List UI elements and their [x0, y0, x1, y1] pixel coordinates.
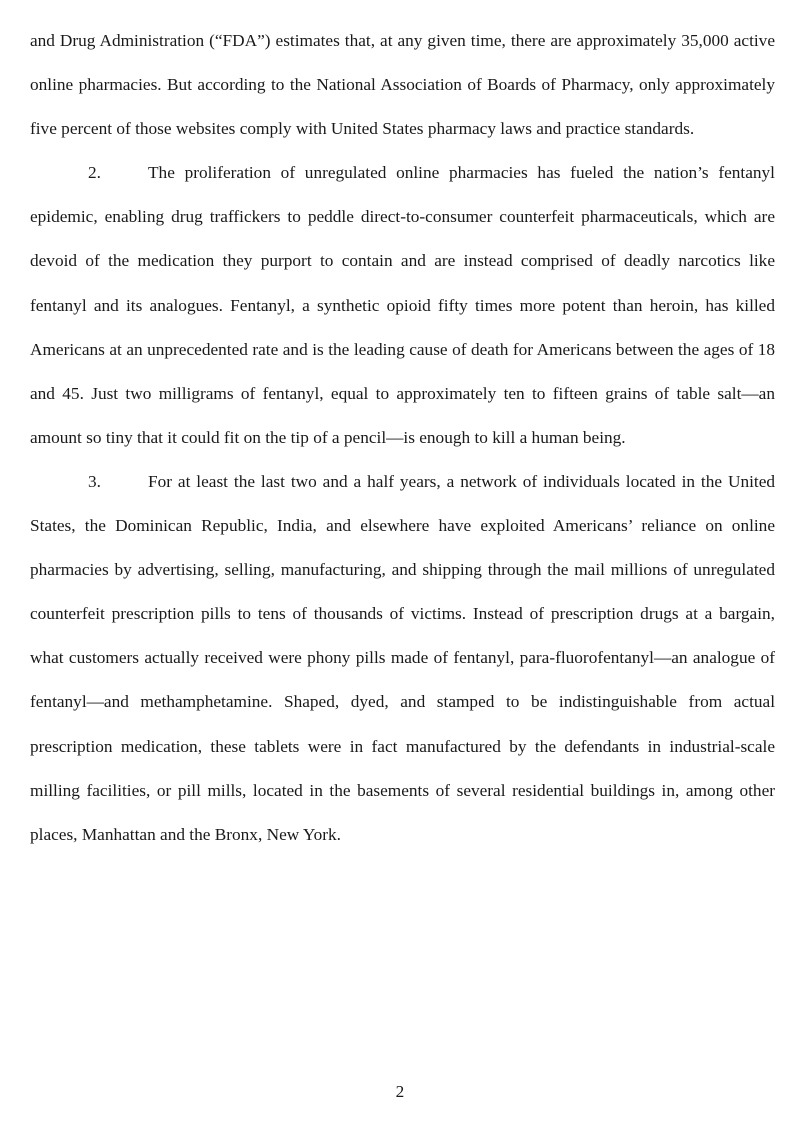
document-page [30, 19, 775, 857]
paragraph-2 [30, 151, 775, 460]
paragraph-text: For at least the last two and a half years, a network of individuals located in the United States, the Dominican Republic, India, and elsewhere have exploited Americans’ reliance on online pharmacies by advertising, selling, manufacturing, and shipping through the mail millions of unregulated counterfeit prescription pills to tens of thousands of victims. Instead of prescription drugs at a bargain, what customers actually received were phony pills made of fentanyl, para-fluorofentanyl—an analogue of fentanyl—and methamphetamine. Shaped, dyed, and stamped to be indistinguishable from actual prescription medication, these tablets were in fact manufactured by the defendants in industrial-scale milling facilities, or pill mills, located in the basements of several residential buildings in, among other places, Manhattan and the Bronx, New York. [30, 471, 775, 844]
continuation-paragraph: and Drug Administration (“FDA”) estimates that, at any given time, there are approximately 35,000 active online pharmacies. But according to the National Association of Boards of Pharmacy, only approximately five percent of those websites comply with United States pharmacy laws and practice standards. [30, 31, 775, 139]
paragraph-number: 2. [88, 163, 101, 183]
paragraph-text: The proliferation of unregulated online pharmacies has fueled the nation’s fentanyl epidemic, enabling drug traffickers to peddle direct-to-consumer counterfeit pharmaceuticals, which are devoid of the medication they purport to contain and are instead comprised of deadly narcotics like fentanyl and its analogues. Fentanyl, a synthetic opioid fifty times more potent than heroin, has killed Americans at an unprecedented rate and is the leading cause of death for Americans between the ages of 18 and 45. Just two milligrams of fentanyl, equal to approximately ten to fifteen grains of table salt—an amount so tiny that it could fit on the tip of a pencil—is enough to kill a human being. [30, 163, 775, 447]
paragraph-number: 3. [88, 471, 101, 491]
paragraph-3 [30, 460, 775, 857]
page-number: 2 [395, 1082, 405, 1101]
